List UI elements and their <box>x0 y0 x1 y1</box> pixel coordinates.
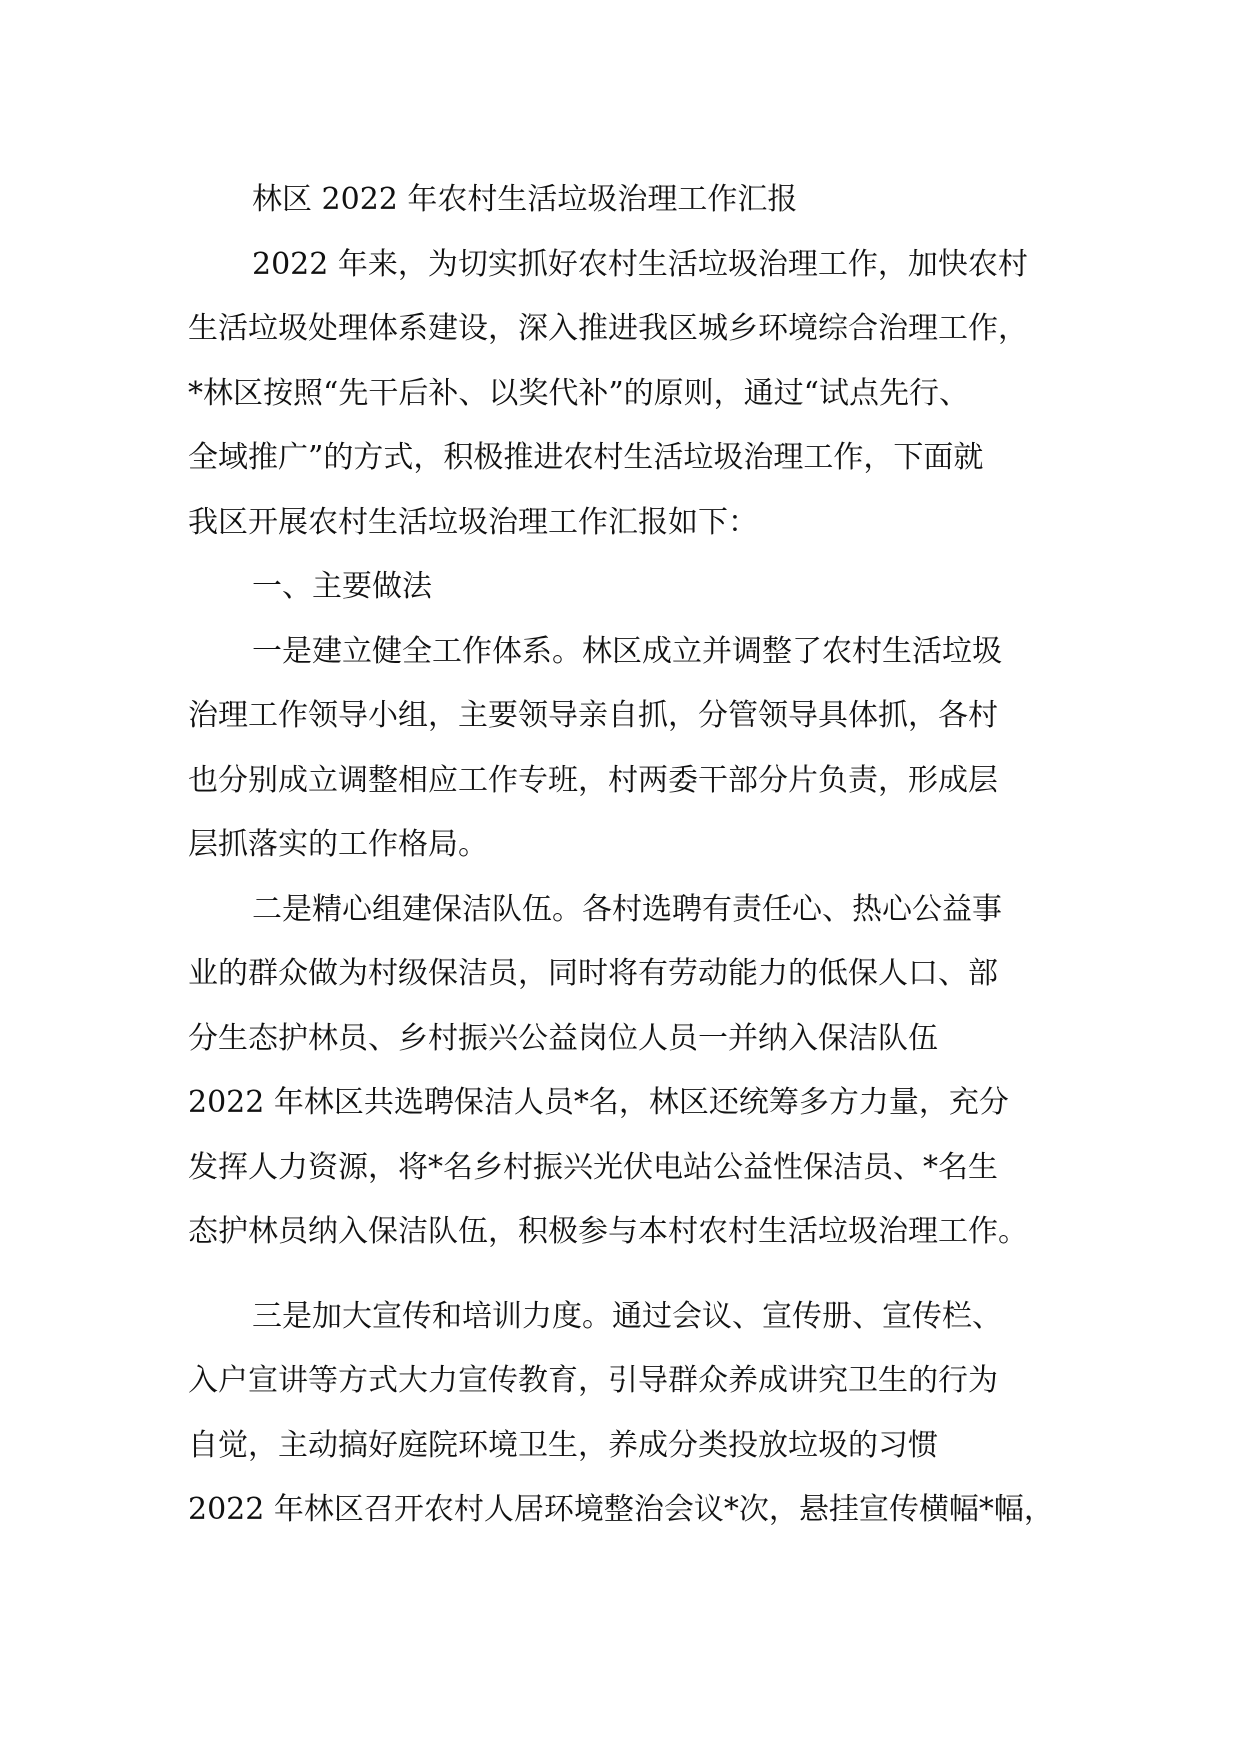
document-body <box>188 168 1068 1543</box>
text-line: 层抓落实的工作格局。 <box>188 827 488 862</box>
text-line: 分生态护林员、乡村振兴公益岗位人员一并纳入保洁队伍 <box>188 1020 938 1056</box>
paragraph-gap <box>188 1265 1068 1285</box>
text-line: *林区按照“先干后补、以奖代补”的原则，通过“试点先行、 <box>188 375 970 411</box>
text-line: 全域推广”的方式，积极推进农村生活垃圾治理工作，下面就 <box>188 440 984 475</box>
document-title: 林区 2022 年农村生活垃圾治理工作汇报 <box>252 182 798 217</box>
text-line: 2022 年来，为切实抓好农村生活垃圾治理工作，加快农村 <box>252 246 1028 282</box>
text-line: 三是加大宣传和培训力度。通过会议、宣传册、宣传栏、 <box>252 1298 1002 1334</box>
text-line: 业的群众做为村级保洁员，同时将有劳动能力的低保人口、部 <box>188 956 998 991</box>
text-line: 自觉，主动搞好庭院环境卫生，养成分类投放垃圾的习惯 <box>188 1427 938 1463</box>
text-line: 一是建立健全工作体系。林区成立并调整了农村生活垃圾 <box>252 633 1002 669</box>
text-line: 生活垃圾处理体系建设，深入推进我区城乡环境综合治理工作， <box>188 311 1028 346</box>
text-line: 2022 年林区召开农村人居环境整治会议*次，悬挂宣传横幅*幅， <box>188 1492 1054 1527</box>
text-line: 2022 年林区共选聘保洁人员*名，林区还统筹多方力量，充分 <box>188 1085 1009 1120</box>
section-heading: 一、主要做法 <box>252 569 432 604</box>
text-line: 治理工作领导小组，主要领导亲自抓，分管领导具体抓，各村 <box>188 698 998 733</box>
text-line: 入户宣讲等方式大力宣传教育，引导群众养成讲究卫生的行为 <box>188 1363 998 1398</box>
text-line: 二是精心组建保洁队伍。各村选聘有责任心、热心公益事 <box>252 891 1002 927</box>
text-line: 也分别成立调整相应工作专班，村两委干部分片负责，形成层 <box>188 762 998 798</box>
text-line: 发挥人力资源，将*名乡村振兴光伏电站公益性保洁员、*名生 <box>188 1149 998 1185</box>
text-line: 我区开展农村生活垃圾治理工作汇报如下： <box>188 504 758 540</box>
text-line: 态护林员纳入保洁队伍，积极参与本村农村生活垃圾治理工作。 <box>188 1214 1028 1249</box>
